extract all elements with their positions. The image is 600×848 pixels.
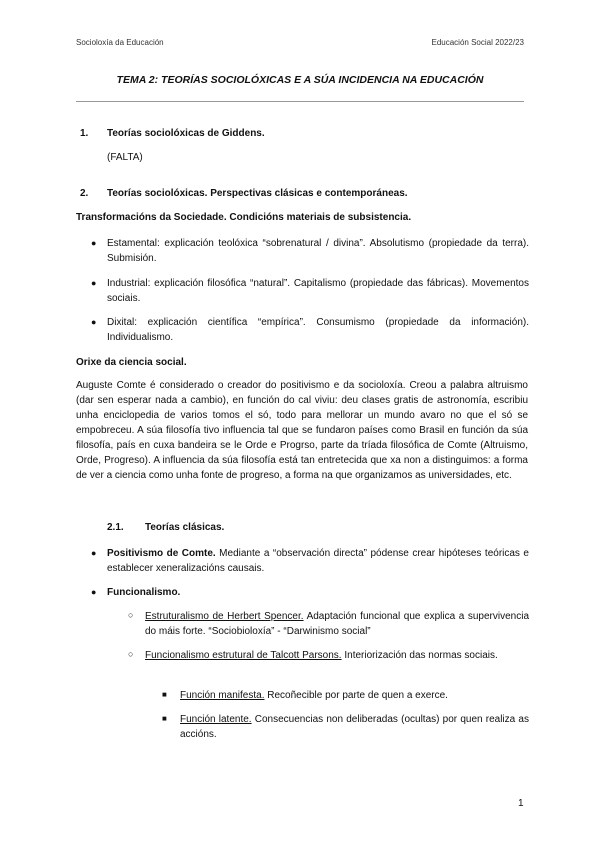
transformations-heading: Transformacións da Sociedade. Condicións materiais de subsistencia. — [76, 212, 412, 223]
positivismo-text: Mediante a “observación directa” pódense crear hipóteses teóricas e establecer xeneralizacións causais. — [107, 548, 529, 574]
bullet-icon: ● — [91, 587, 97, 597]
subsection-heading: Teorías clásicas. — [145, 522, 225, 533]
bullet-icon: ● — [91, 278, 97, 288]
section-2-heading: Teorías sociolóxicas. Perspectivas clásicas e contemporáneas. — [107, 188, 408, 199]
positivismo-label: Positivismo de Comte. — [107, 548, 216, 559]
parsons-text: Interiorización das normas sociais. — [341, 650, 498, 661]
section-1-number: 1. — [80, 128, 89, 139]
bullet-icon: ● — [91, 238, 97, 248]
header-right: Educación Social 2022/23 — [431, 38, 524, 47]
bullet-icon: ● — [91, 548, 97, 558]
circle-bullet-icon: ○ — [128, 649, 134, 659]
subsection-number: 2.1. — [107, 522, 124, 533]
section-2-number: 2. — [80, 188, 89, 199]
list-item-spencer — [145, 609, 529, 639]
latente-text: Consecuencias non deliberadas (ocultas) por quen realiza as accións. — [180, 714, 529, 740]
title-divider — [76, 101, 524, 102]
list-item-estamental: Estamental: explicación teolóxica “sobrenatural / divina”. Absolutismo (propiedade da terra). Submisión. — [107, 238, 529, 264]
origin-paragraph: Auguste Comte é considerado o creador do positivismo e da socioloxía. Creou a palabra altruismo (dar sen esperar nada a cambio), en función do cal viviu: deu clases gratis de astronomía, escribiu unha enciclopedia de varios tomos el só, todo para mellorar un mundo avaro no que el só se empobreceu. A súa filosofía tivo influencia tal que se fundaron países como Brasil en función da súa filosofía, país en cuxa bandeira se le Orde e Progrso, parte da tríada filosófica de Comte (Altruismo, Orde, Progreso). A influencia da súa filosofía está tan entretecida que xa non a distinguimos: a forma de ver a ciencia como unha fonte de progreso, a forma na que organizamos as universidades, etc. — [76, 380, 528, 481]
document-title: TEMA 2: TEORÍAS SOCIOLÓXICAS E A SÚA INCIDENCIA NA EDUCACIÓN — [116, 74, 484, 86]
section-1-note: (FALTA) — [107, 152, 143, 163]
section-1-heading: Teorías sociolóxicas de Giddens. — [107, 128, 265, 139]
list-item-latente — [180, 712, 529, 742]
manifesta-text: Recoñecible por parte de quen a exerce. — [264, 690, 448, 701]
list-item-funcionalismo: Funcionalismo. — [107, 587, 181, 598]
latente-label: Función latente. — [180, 714, 252, 725]
square-bullet-icon: ■ — [162, 690, 167, 699]
manifesta-label: Función manifesta. — [180, 690, 265, 701]
spencer-text: Adaptación funcional que explica a supervivencia do máis forte. “Sociobioloxía” - “Darwinismo social” — [145, 611, 530, 637]
spencer-label: Estruturalismo de Herbert Spencer. — [145, 611, 304, 622]
bullet-icon: ● — [91, 317, 97, 327]
list-item-industrial: Industrial: explicación filosófica “natural”. Capitalismo (propiedade das fábricas). Movementos sociais. — [107, 278, 529, 304]
list-item-positivismo — [107, 546, 529, 576]
header-left: Socioloxía da Educación — [76, 38, 164, 47]
square-bullet-icon: ■ — [162, 714, 167, 723]
page-number: 1 — [518, 798, 524, 809]
list-item-manifesta — [180, 688, 529, 703]
circle-bullet-icon: ○ — [128, 610, 134, 620]
origin-heading: Orixe da ciencia social. — [76, 357, 187, 368]
parsons-label: Funcionalismo estrutural de Talcott Parsons. — [145, 650, 342, 661]
list-item-parsons — [145, 648, 529, 663]
list-item-dixital: Dixital: explicación científica “empírica”. Consumismo (propiedade da información). Individualismo. — [107, 317, 529, 343]
